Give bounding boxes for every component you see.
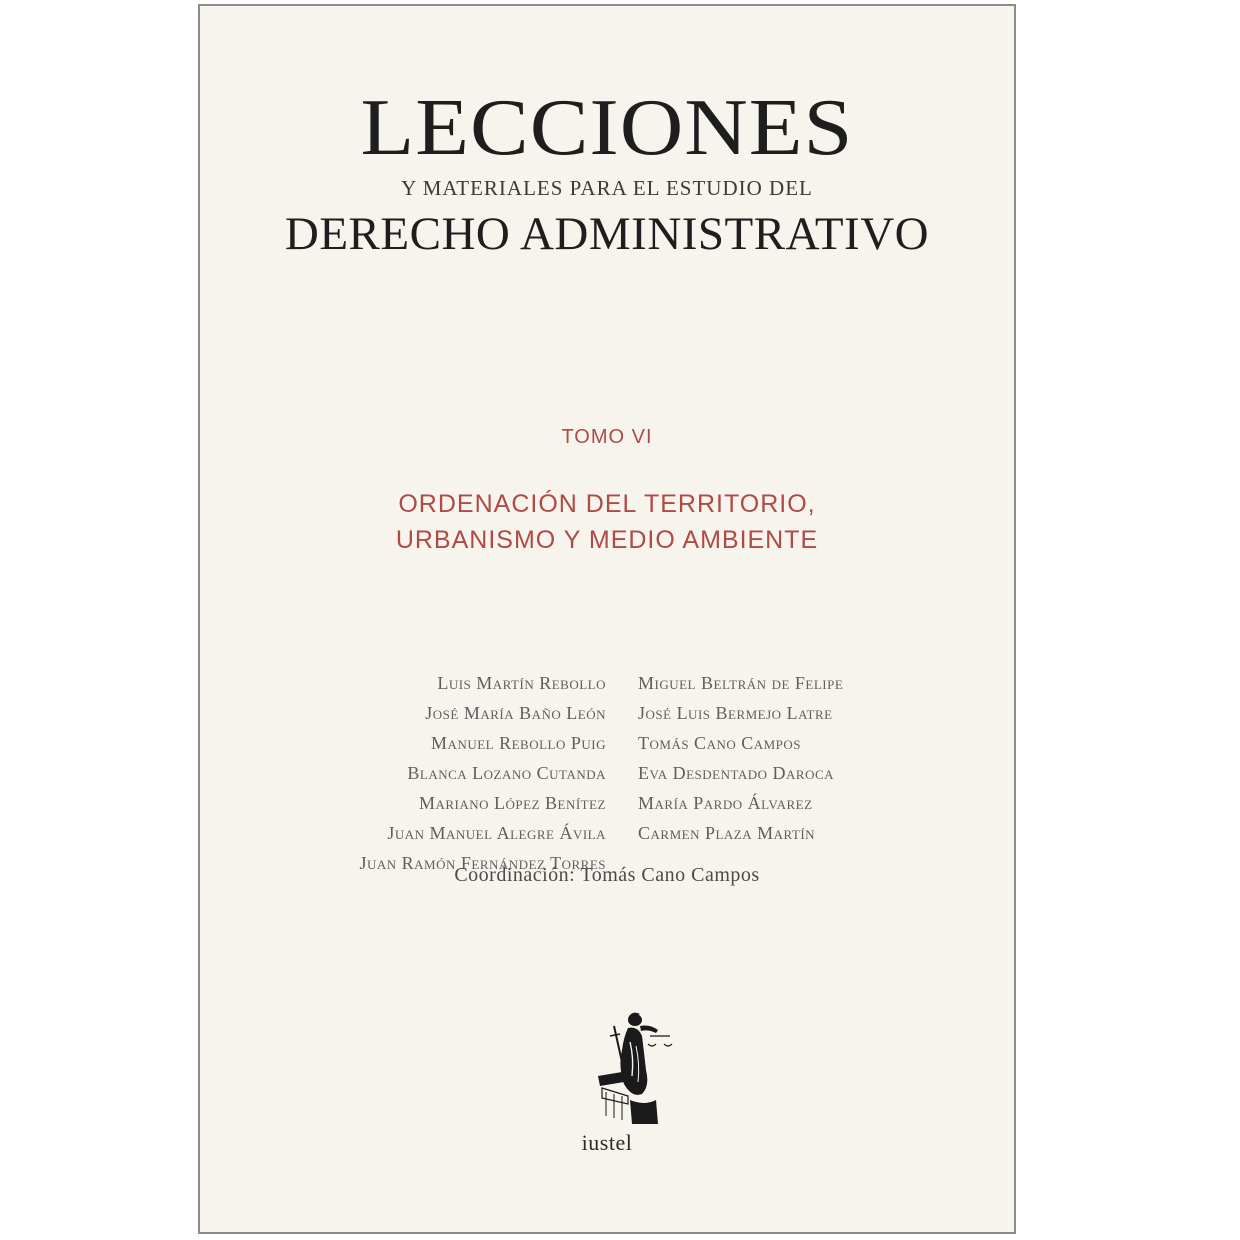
author-name: Mariano López Benítez bbox=[418, 793, 606, 813]
publisher-logo-text: iustel bbox=[581, 1130, 633, 1155]
author-name: José Luis Bermejo Latre bbox=[638, 703, 833, 723]
author-name: Blanca Lozano Cutanda bbox=[407, 763, 606, 783]
coordination-credit: Coordinación: Tomás Cano Campos bbox=[454, 864, 760, 886]
volume-label: TOMO VI bbox=[561, 426, 653, 448]
cover-title: LECCIONES bbox=[360, 82, 854, 173]
justice-figure-icon bbox=[588, 1006, 674, 1128]
cover-title-secondary: DERECHO ADMINISTRATIVO bbox=[284, 208, 930, 260]
author-name: Manuel Rebollo Puig bbox=[431, 733, 606, 753]
book-cover bbox=[198, 4, 1016, 1234]
author-name: Carmen Plaza Martín bbox=[638, 823, 816, 843]
authors-column-left bbox=[359, 668, 606, 878]
author-name: Luis Martín Rebollo bbox=[437, 673, 606, 693]
author-name: José María Baño León bbox=[425, 703, 606, 723]
authors-column-right bbox=[638, 668, 843, 848]
author-name: Eva Desdentado Daroca bbox=[638, 763, 835, 783]
cover-subtitle: Y MATERIALES PARA EL ESTUDIO DEL bbox=[401, 176, 813, 200]
author-name: Miguel Beltrán de Felipe bbox=[638, 673, 844, 693]
volume-subject bbox=[200, 486, 1014, 558]
author-name: Juan Manuel Alegre Ávila bbox=[387, 823, 606, 843]
author-name: Juan Ramón Fernández Torres bbox=[359, 853, 606, 873]
author-name: María Pardo Álvarez bbox=[638, 793, 813, 813]
subject-line-2: URBANISMO Y MEDIO AMBIENTE bbox=[395, 526, 819, 554]
author-name: Tomás Cano Campos bbox=[638, 733, 802, 753]
subject-line-1: ORDENACIÓN DEL TERRITORIO, bbox=[398, 490, 816, 518]
